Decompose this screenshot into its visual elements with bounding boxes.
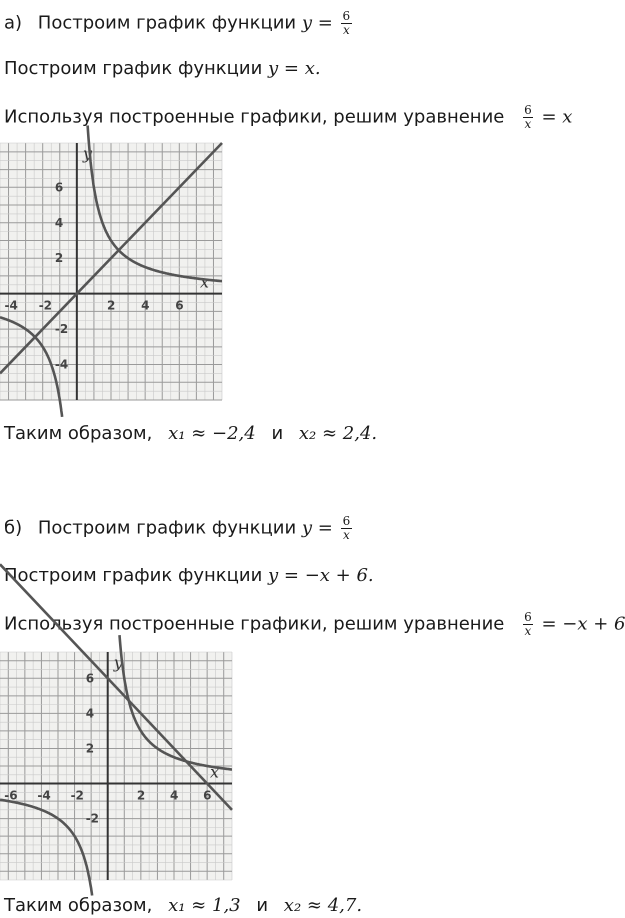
part-a-line2-text: Построим график функции	[4, 58, 263, 79]
part-b-line2-text: Построим график функции	[4, 565, 263, 586]
part-a-eq-den: x	[524, 117, 532, 131]
part-b-x-tick-label: -4	[37, 788, 51, 803]
part-a-line-3	[4, 104, 572, 131]
part-a-y-tick-label: 2	[54, 251, 64, 266]
part-b-y-tick-label: 2	[85, 741, 95, 756]
part-a-line-2	[4, 58, 321, 80]
part-b-conclusion	[4, 895, 362, 917]
part-b-x-axis-label: x	[210, 762, 220, 782]
part-a-marker: а)	[4, 12, 23, 34]
part-a-and: и	[271, 423, 284, 444]
part-b-eq-num: 6	[524, 610, 532, 624]
part-b-fraction	[341, 515, 353, 542]
part-a-y-tick-label: -2	[54, 322, 69, 337]
part-b-line1-lhs: y =	[301, 517, 333, 539]
part-b-marker: б)	[4, 517, 23, 539]
part-a-x-tick-label: 4	[141, 298, 150, 313]
part-b-and: и	[256, 895, 269, 916]
part-b-x-tick-label: 4	[170, 788, 179, 803]
part-a-frac-den: x	[342, 23, 350, 37]
part-a-x-tick-label: 2	[107, 298, 116, 313]
part-a-line3-text: Используя построенные графики, решим уравнение	[4, 106, 505, 128]
part-b-x1: x₁ ≈ 1,3	[168, 895, 241, 916]
part-b-eq-den: x	[524, 624, 532, 638]
part-b-x-tick-label: 2	[136, 788, 146, 803]
part-b-line3-text: Используя построенные графики, решим уравнение	[4, 613, 505, 635]
part-b-y-axis-label: y	[113, 653, 123, 672]
part-a-frac-num: 6	[342, 9, 351, 23]
part-a-eq-rhs: = x	[541, 106, 573, 128]
part-b-y-tick-label: 6	[85, 671, 95, 686]
part-b-y-tick-label: -2	[85, 811, 100, 826]
part-b-x2: x₂ ≈ 4,7.	[283, 895, 363, 916]
part-b-conclusion-text: Таким образом,	[4, 895, 153, 916]
part-b-graph	[0, 652, 232, 880]
part-a-y-tick-label: 6	[54, 180, 64, 195]
part-a-y-axis-label: y	[82, 144, 92, 163]
part-a-line1-text: Построим график функции	[37, 12, 297, 34]
part-a-graph	[0, 143, 222, 400]
part-b-x-tick-label: -2	[70, 788, 84, 803]
part-a-line-1	[4, 10, 354, 37]
part-b-eq-rhs: = −x + 6	[541, 613, 625, 635]
part-b-line1-text: Построим график функции	[37, 517, 297, 539]
part-a-conclusion	[4, 423, 377, 445]
part-b-x-tick-label: -6	[4, 788, 18, 803]
part-b-line-3	[4, 611, 625, 638]
part-a-y-tick-label: 4	[54, 215, 64, 230]
part-a-y-tick-label: -4	[54, 357, 69, 372]
part-b-line-2	[4, 565, 374, 587]
part-a-x-tick-label: -4	[4, 298, 18, 313]
part-b-frac-num: 6	[342, 514, 351, 528]
part-a-x-axis-label: x	[200, 272, 210, 292]
part-a-eq-fraction	[522, 104, 534, 131]
part-a-x2: x₂ ≈ 2,4.	[298, 423, 378, 444]
part-a-line1-lhs: y =	[301, 12, 333, 34]
part-b-line2-math: y = −x + 6.	[268, 565, 374, 586]
part-a-x-tick-label: -2	[38, 298, 53, 313]
part-b-frac-den: x	[343, 528, 350, 542]
part-a-x1: x₁ ≈ −2,4	[168, 423, 256, 444]
part-a-line2-math: y = x.	[268, 58, 321, 79]
part-a-fraction	[341, 10, 353, 37]
part-a-conclusion-text: Таким образом,	[4, 423, 153, 444]
part-b-eq-fraction	[522, 611, 534, 638]
part-b-line-1	[4, 515, 354, 542]
part-b-y-tick-label: 4	[85, 706, 95, 721]
part-b-x-tick-label: 6	[203, 788, 212, 803]
part-a-eq-num: 6	[524, 103, 532, 117]
part-a-x-tick-label: 6	[175, 298, 184, 313]
